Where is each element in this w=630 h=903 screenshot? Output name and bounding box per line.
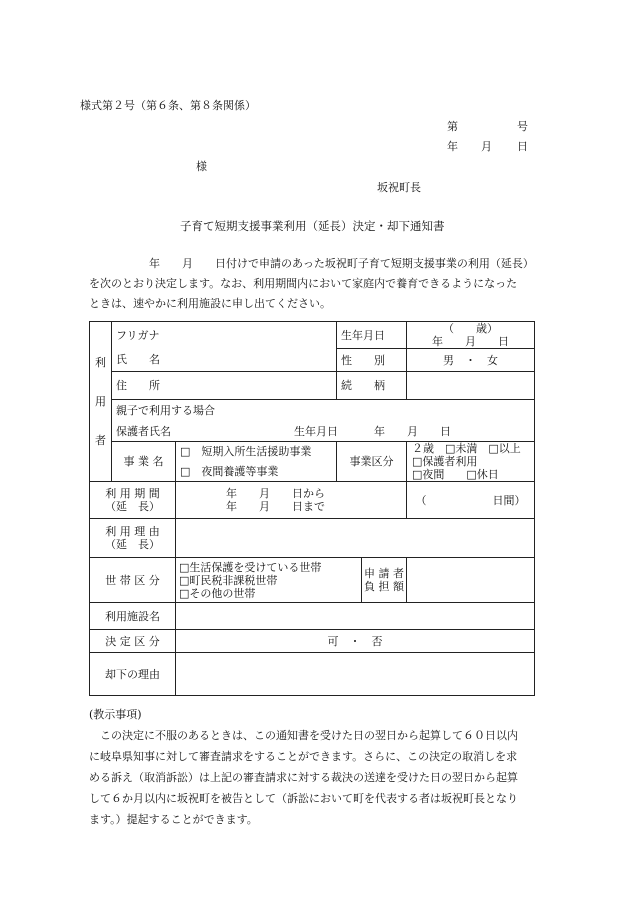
rejection-label: 却下の理由 bbox=[90, 653, 176, 696]
business-name-options[interactable]: □ 短期入所生活援助事業 □ 夜間養護等事業 bbox=[176, 442, 337, 482]
notice-section bbox=[89, 704, 551, 830]
guardian-name-label: 保護者氏名 bbox=[116, 424, 171, 438]
addressee-suffix: 様 bbox=[196, 160, 207, 173]
business-category-label: 事業区分 bbox=[337, 442, 407, 482]
decision-label: 決 定 区 分 bbox=[90, 630, 176, 653]
sex-label: 性 別 bbox=[337, 349, 407, 372]
address-field[interactable] bbox=[176, 372, 337, 400]
reason-label: 利 用 理 由 （延 長） bbox=[90, 519, 176, 558]
form-table bbox=[89, 321, 535, 696]
date-day: 日 bbox=[517, 140, 528, 153]
period-dates[interactable]: 年 月 日から 年 月 日まで bbox=[176, 482, 407, 519]
notice-line-5: ます。）提起することができます。 bbox=[89, 813, 258, 826]
notice-line-3: める訴え（取消訴訟）は上記の審査請求に対する裁決の送達を受けた日の翌日から起算 bbox=[89, 771, 518, 784]
issuer: 坂祝町長 bbox=[377, 181, 421, 194]
document-title: 子育て短期支援事業利用（延長）決定・却下通知書 bbox=[180, 219, 445, 233]
address-label: 住 所 bbox=[112, 372, 176, 400]
doc-number-suffix: 号 bbox=[517, 120, 528, 133]
notice-heading: (教示事項) bbox=[89, 708, 142, 721]
form-number: 様式第２号（第６条、第８条関係） bbox=[80, 99, 256, 112]
burden-label: 申 請 者 負 担 額 bbox=[362, 558, 407, 603]
furigana-field[interactable] bbox=[176, 322, 337, 349]
doc-number-label: 第 bbox=[447, 120, 458, 133]
date-year: 年 bbox=[447, 140, 458, 153]
notice-line-2: に岐阜県知事に対して審査請求をすることができます。さらに、この決定の取消しを求 bbox=[89, 750, 518, 763]
notice-line-1: この決定に不服のあるときは、この通知書を受けた日の翌日から起算して６０日以内 bbox=[89, 729, 518, 742]
birthdate-label: 生年月日 bbox=[337, 322, 407, 349]
business-name-label: 事 業 名 bbox=[112, 442, 176, 482]
parent-case-label: 親子で利用する場合 bbox=[116, 403, 215, 417]
body-line-3: ときは、速やかに利用施設に申し出てください。 bbox=[89, 297, 331, 310]
body-line-1: 年 月 日付けで申請のあった坂祝町子育て短期支援事業の利用（延長） bbox=[149, 257, 534, 270]
furigana-label: フリガナ bbox=[112, 322, 176, 349]
body-paragraph bbox=[89, 254, 551, 314]
household-options[interactable]: □生活保護を受けている世帯 □町民税非課税世帯 □その他の世帯 bbox=[176, 558, 362, 603]
guardian-birthdate-value[interactable]: 年 月 日 bbox=[374, 424, 451, 438]
guardian-row bbox=[112, 400, 535, 442]
user-section-label: 利 用 者 bbox=[90, 322, 112, 482]
notice-line-4: して６か月以内に坂祝町を被告として（訴訟において町を代表する者は坂祝町長となり bbox=[89, 792, 518, 805]
decision-field[interactable]: 可 ・ 否 bbox=[176, 630, 535, 653]
guardian-birthdate-label: 生年月日 bbox=[294, 424, 338, 438]
name-label: 氏 名 bbox=[112, 349, 176, 372]
body-line-2: を次のとおり決定します。なお、利用期間内において家庭内で養育できるようになった bbox=[89, 277, 518, 290]
rejection-field[interactable] bbox=[176, 653, 535, 696]
relation-label: 続 柄 bbox=[337, 372, 407, 400]
date-month: 月 bbox=[481, 140, 492, 153]
business-category-options[interactable]: ２歳 □未満 □以上 □保護者利用 □夜間 □休日 bbox=[407, 442, 535, 482]
facility-field[interactable] bbox=[176, 603, 535, 630]
period-label: 利 用 期 間 （延 長） bbox=[90, 482, 176, 519]
facility-label: 利用施設名 bbox=[90, 603, 176, 630]
name-field[interactable] bbox=[176, 349, 337, 372]
sex-field[interactable]: 男 ・ 女 bbox=[407, 349, 535, 372]
burden-field[interactable] bbox=[407, 558, 535, 603]
birthdate-field[interactable]: （ 歳） 年 月 日 bbox=[407, 322, 535, 349]
relation-field[interactable] bbox=[407, 372, 535, 400]
period-days[interactable]: （ 日間） bbox=[407, 482, 535, 519]
household-label: 世 帯 区 分 bbox=[90, 558, 176, 603]
reason-field[interactable] bbox=[176, 519, 535, 558]
